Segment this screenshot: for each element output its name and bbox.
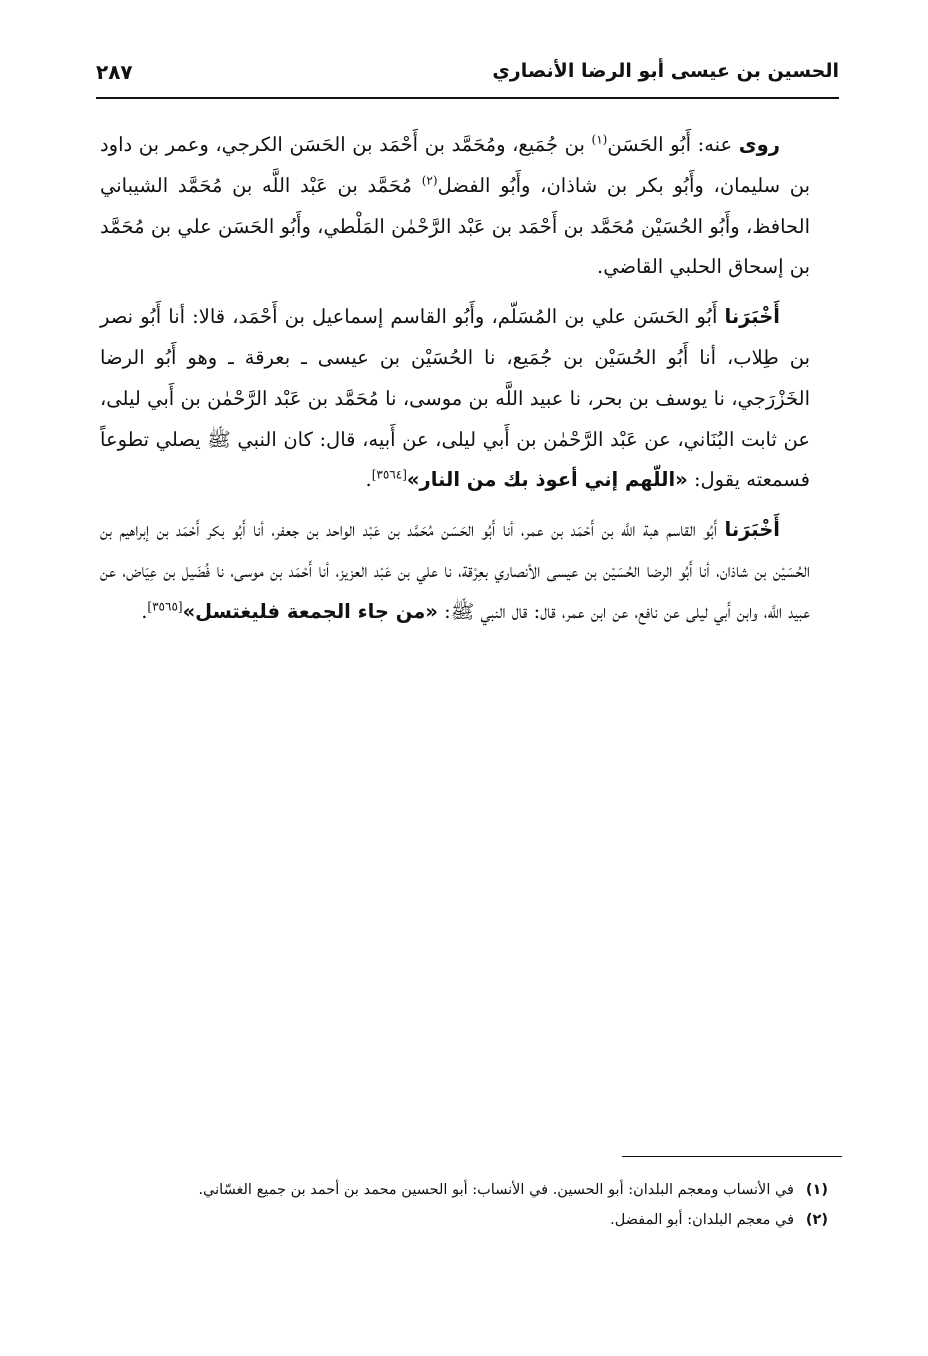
main-text [100, 125, 810, 642]
footnotes [100, 1176, 828, 1236]
text-run: مُحَمَّد بن عَبْد اللَّه بن مُحَمَّد الشيباني الحافظ، وأَبُو الحُسَيْن مُحَمَّد بن أَحْمَد بن عَبْد الرَّحْمٰن المَلْطي، وأَبُو الحَسَن علي بن مُحَمَّد بن إسحاق الحلبي القاضي. [100, 173, 810, 279]
page-number: ٢٨٧ [96, 60, 133, 84]
footnote-marker: (٢) [421, 173, 438, 188]
footnote-2 [100, 1206, 828, 1234]
header-rule [96, 97, 839, 99]
page-header [96, 58, 839, 96]
text-run: عنه: أَبُو الحَسَن [607, 133, 739, 156]
paragraph-narrators [100, 125, 810, 288]
footnote-number: (٢) [805, 1212, 828, 1228]
paragraph-lead: روى [738, 133, 780, 156]
footnote-number: (١) [805, 1182, 828, 1198]
running-title: الحسين بن عيسى أبو الرضا الأنصاري [492, 60, 839, 82]
paragraph-hadith-3565 [100, 510, 810, 632]
paragraph-lead: أَخْبَرَنا [724, 305, 780, 329]
footnote-text: في معجم البلدان: أبو المفضل. [610, 1212, 794, 1228]
footnote-text: في الأنساب ومعجم البلدان: أبو الحسين. في الأنساب: أبو الحسين محمد بن أحمد بن جميع الغسّاني. [198, 1182, 794, 1198]
hadith-quote: «من جاء الجمعة فليغتسل» [182, 599, 438, 623]
text-run: أَبُو الحَسَن علي بن المُسَلّم، وأَبُو القاسم إسماعيل بن أَحْمَد، قالا: أنا أَبُو نصر بن طِلاب، أنا أَبُو الحُسَيْن بن جُمَيع، نا الحُسَيْن بن عيسى ـ بعرقة ـ وهو أَبُو الرضا الخَزْرَجي، نا يوسف بن بحر، نا عبيد اللَّه بن موسى، نا مُحَمَّد بن عَبْد الرَّحْمٰن بن أَبي ليلى، عن ثابت البُنَاني، عن عَبْد الرَّحْمٰن بن أَبي ليلى، عن أَبيه، قال: كان النبي ﷺ يصلي تطوعاً فسمعته يقول: [100, 305, 810, 492]
text-run: أَبُو القاسم هبة اللَّه بن أَحْمَد بن عمر، أنا أَبُو الحَسَن مُحَمَّد بن عَبْد الواحد بن جعفر، أنا أَبُو بكر أَحْمَد بن إبراهيم بن الحُسَيْن بن شاذان، أنا أَبُو الرضا الحُسَيْن بن عيسى الأنصاري بعِرْقة، نا علي بن عَبْد العزيز، أنا أَحْمَد بن موسى، نا فُضَيل بن عِيَاض، عن عبيد اللَّه، وابن أَبي ليلى عن نافع، عن ابن عمر، قال: قال النبي ﷺ: [100, 518, 810, 623]
footnote-marker: (١) [591, 132, 608, 147]
paragraph-lead: أَخْبَرَنا [724, 518, 780, 542]
hadith-number: [٣٥٦٤] [371, 467, 407, 482]
text-run: بن جُمَيع، ومُحَمَّد بن أَحْمَد بن الحَسَن الكرجي، وعمر بن داود بن سليمان، وأَبُو بكر بن شاذان، وأَبُو الفضل [100, 133, 811, 197]
text-run: . [141, 599, 148, 623]
paragraph-hadith-3564 [100, 297, 810, 501]
hadith-number: [٣٥٦٥] [147, 599, 183, 614]
footnote-1 [100, 1176, 828, 1204]
footnote-rule [622, 1156, 842, 1157]
text-run: . [365, 468, 372, 492]
hadith-quote: «اللّهم إني أعوذ بك من النار» [406, 468, 688, 492]
